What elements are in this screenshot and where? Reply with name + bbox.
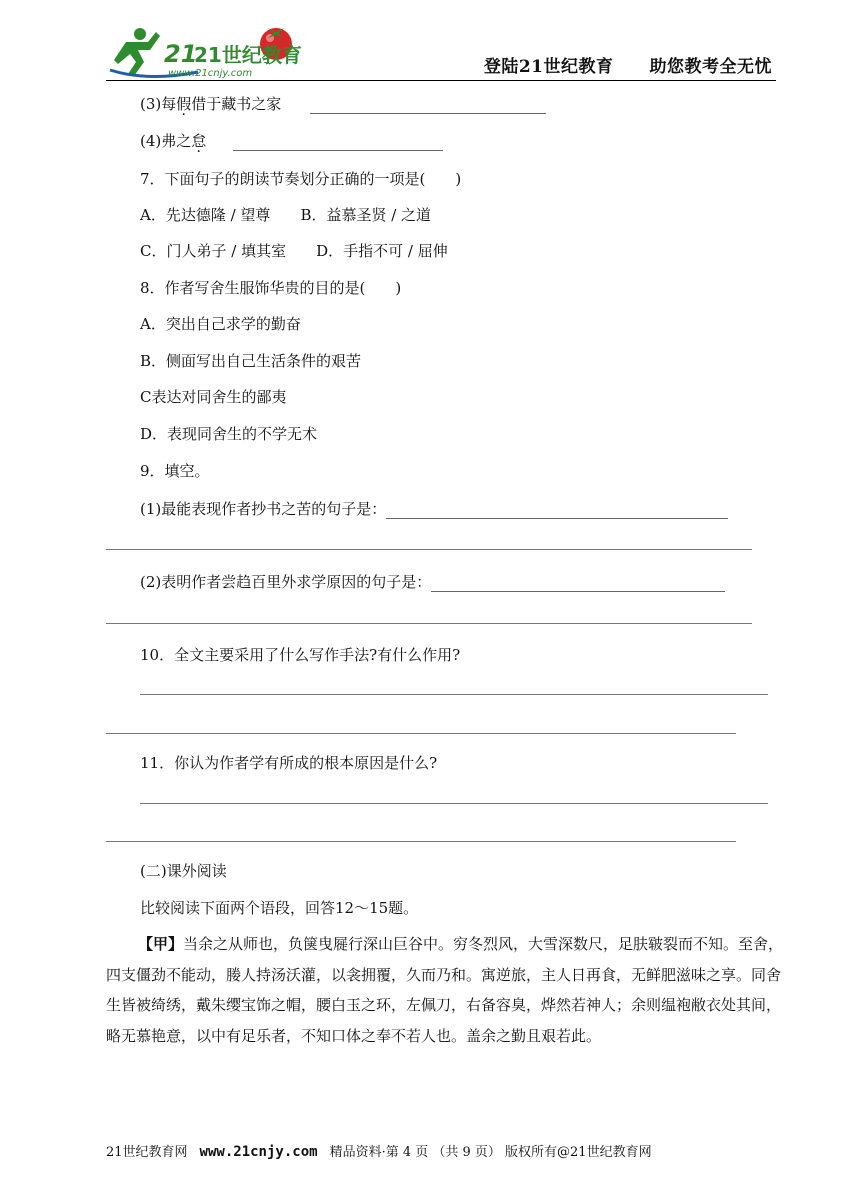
question-7-options-cd xyxy=(140,241,448,261)
option-b: B．益慕圣贤 / 之道 xyxy=(300,206,432,224)
question-10: 10．全文主要采用了什么写作手法?有什么作用? xyxy=(140,646,461,664)
passage-text: 当余之从师也，负箧曳屣行深山巨谷中。穷冬烈风，大雪深数尺，足肤皲裂而不知。至舍，四支僵劲不能动，媵人持汤沃灌，以衾拥覆，久而乃和。寓逆旅，主人日再食，无鲜肥滋味之享。同舍生皆被绮绣，戴朱缨宝饰之帽，腰白玉之环，左佩刀，右备容臭，烨然若神人；余则缊袍敝衣处其间，略无慕艳意，以中有足乐者，不知口体之奉不若人也。盖余之勤且艰若此。 xyxy=(106,935,784,1045)
question-6-4: (4)弗之怠 xyxy=(140,131,443,151)
page-footer xyxy=(106,1141,652,1160)
answer-blank[interactable] xyxy=(386,504,728,519)
question-9-stem: 9．填空。 xyxy=(140,462,210,480)
answer-line[interactable] xyxy=(106,841,736,842)
question-8-option-c: C表达对同舍生的鄙夷 xyxy=(140,388,287,406)
option-c: C．门人弟子 / 填其室 xyxy=(140,242,287,260)
header-site-name: 登陆21世纪教育 xyxy=(483,57,614,77)
question-11: 11．你认为作者学有所成的根本原因是什么? xyxy=(140,754,438,772)
question-7-options-ab xyxy=(140,205,431,225)
question-8-option-b: B．侧面写出自己生活条件的艰苦 xyxy=(140,352,362,370)
header-divider xyxy=(106,80,776,81)
dotted-char: 假 xyxy=(176,95,192,113)
header-slogan xyxy=(484,52,772,77)
svg-text:21: 21 xyxy=(164,40,198,68)
footer-page-info: 精品资料·第 4 页 （共 9 页） 版权所有@21世纪教育网 xyxy=(329,1145,652,1160)
question-8-option-d: D．表现同舍生的不学无术 xyxy=(140,425,318,443)
passage-label: 【甲】 xyxy=(138,935,184,953)
footer-site: 21世纪教育网 xyxy=(106,1145,188,1160)
option-d: D．手指不可 / 屈伸 xyxy=(316,242,448,260)
question-8-option-a: A．突出自己求学的勤奋 xyxy=(140,315,301,333)
answer-line[interactable] xyxy=(106,549,752,550)
option-a: A．先达德隆 / 望尊 xyxy=(140,206,271,224)
page-header xyxy=(0,0,860,84)
footer-url[interactable]: www.21cnjy.com xyxy=(199,1144,318,1160)
section-2-title: (二)课外阅读 xyxy=(140,862,227,880)
answer-blank[interactable] xyxy=(431,577,725,592)
logo-url: www.21cnjy.com xyxy=(168,68,253,79)
question-7-stem: 7．下面句子的朗读节奏划分正确的一项是( ) xyxy=(140,170,462,188)
answer-line[interactable] xyxy=(140,694,768,695)
logo-text: 21世纪教育 xyxy=(194,43,302,67)
question-9-part2: (2)表明作者尝趋百里外求学原因的句子是： xyxy=(140,572,725,592)
answer-blank[interactable] xyxy=(233,136,443,151)
answer-line[interactable] xyxy=(106,733,736,734)
question-6-3: (3)每假借于藏书之家 xyxy=(140,94,546,114)
section-2-intro: 比较阅读下面两个语段，回答12～15题。 xyxy=(140,899,419,917)
dotted-char: 怠 xyxy=(191,132,207,150)
answer-line[interactable] xyxy=(140,803,768,804)
passage-jia xyxy=(106,929,786,1051)
header-tagline: 助您教考全无忧 xyxy=(649,57,772,77)
question-8-stem: 8．作者写舍生服饰华贵的目的是( ) xyxy=(140,279,402,297)
question-9-part1: (1)最能表现作者抄书之苦的句子是： xyxy=(140,499,728,519)
site-logo xyxy=(108,20,308,82)
answer-line[interactable] xyxy=(106,623,752,624)
answer-blank[interactable] xyxy=(310,99,546,114)
